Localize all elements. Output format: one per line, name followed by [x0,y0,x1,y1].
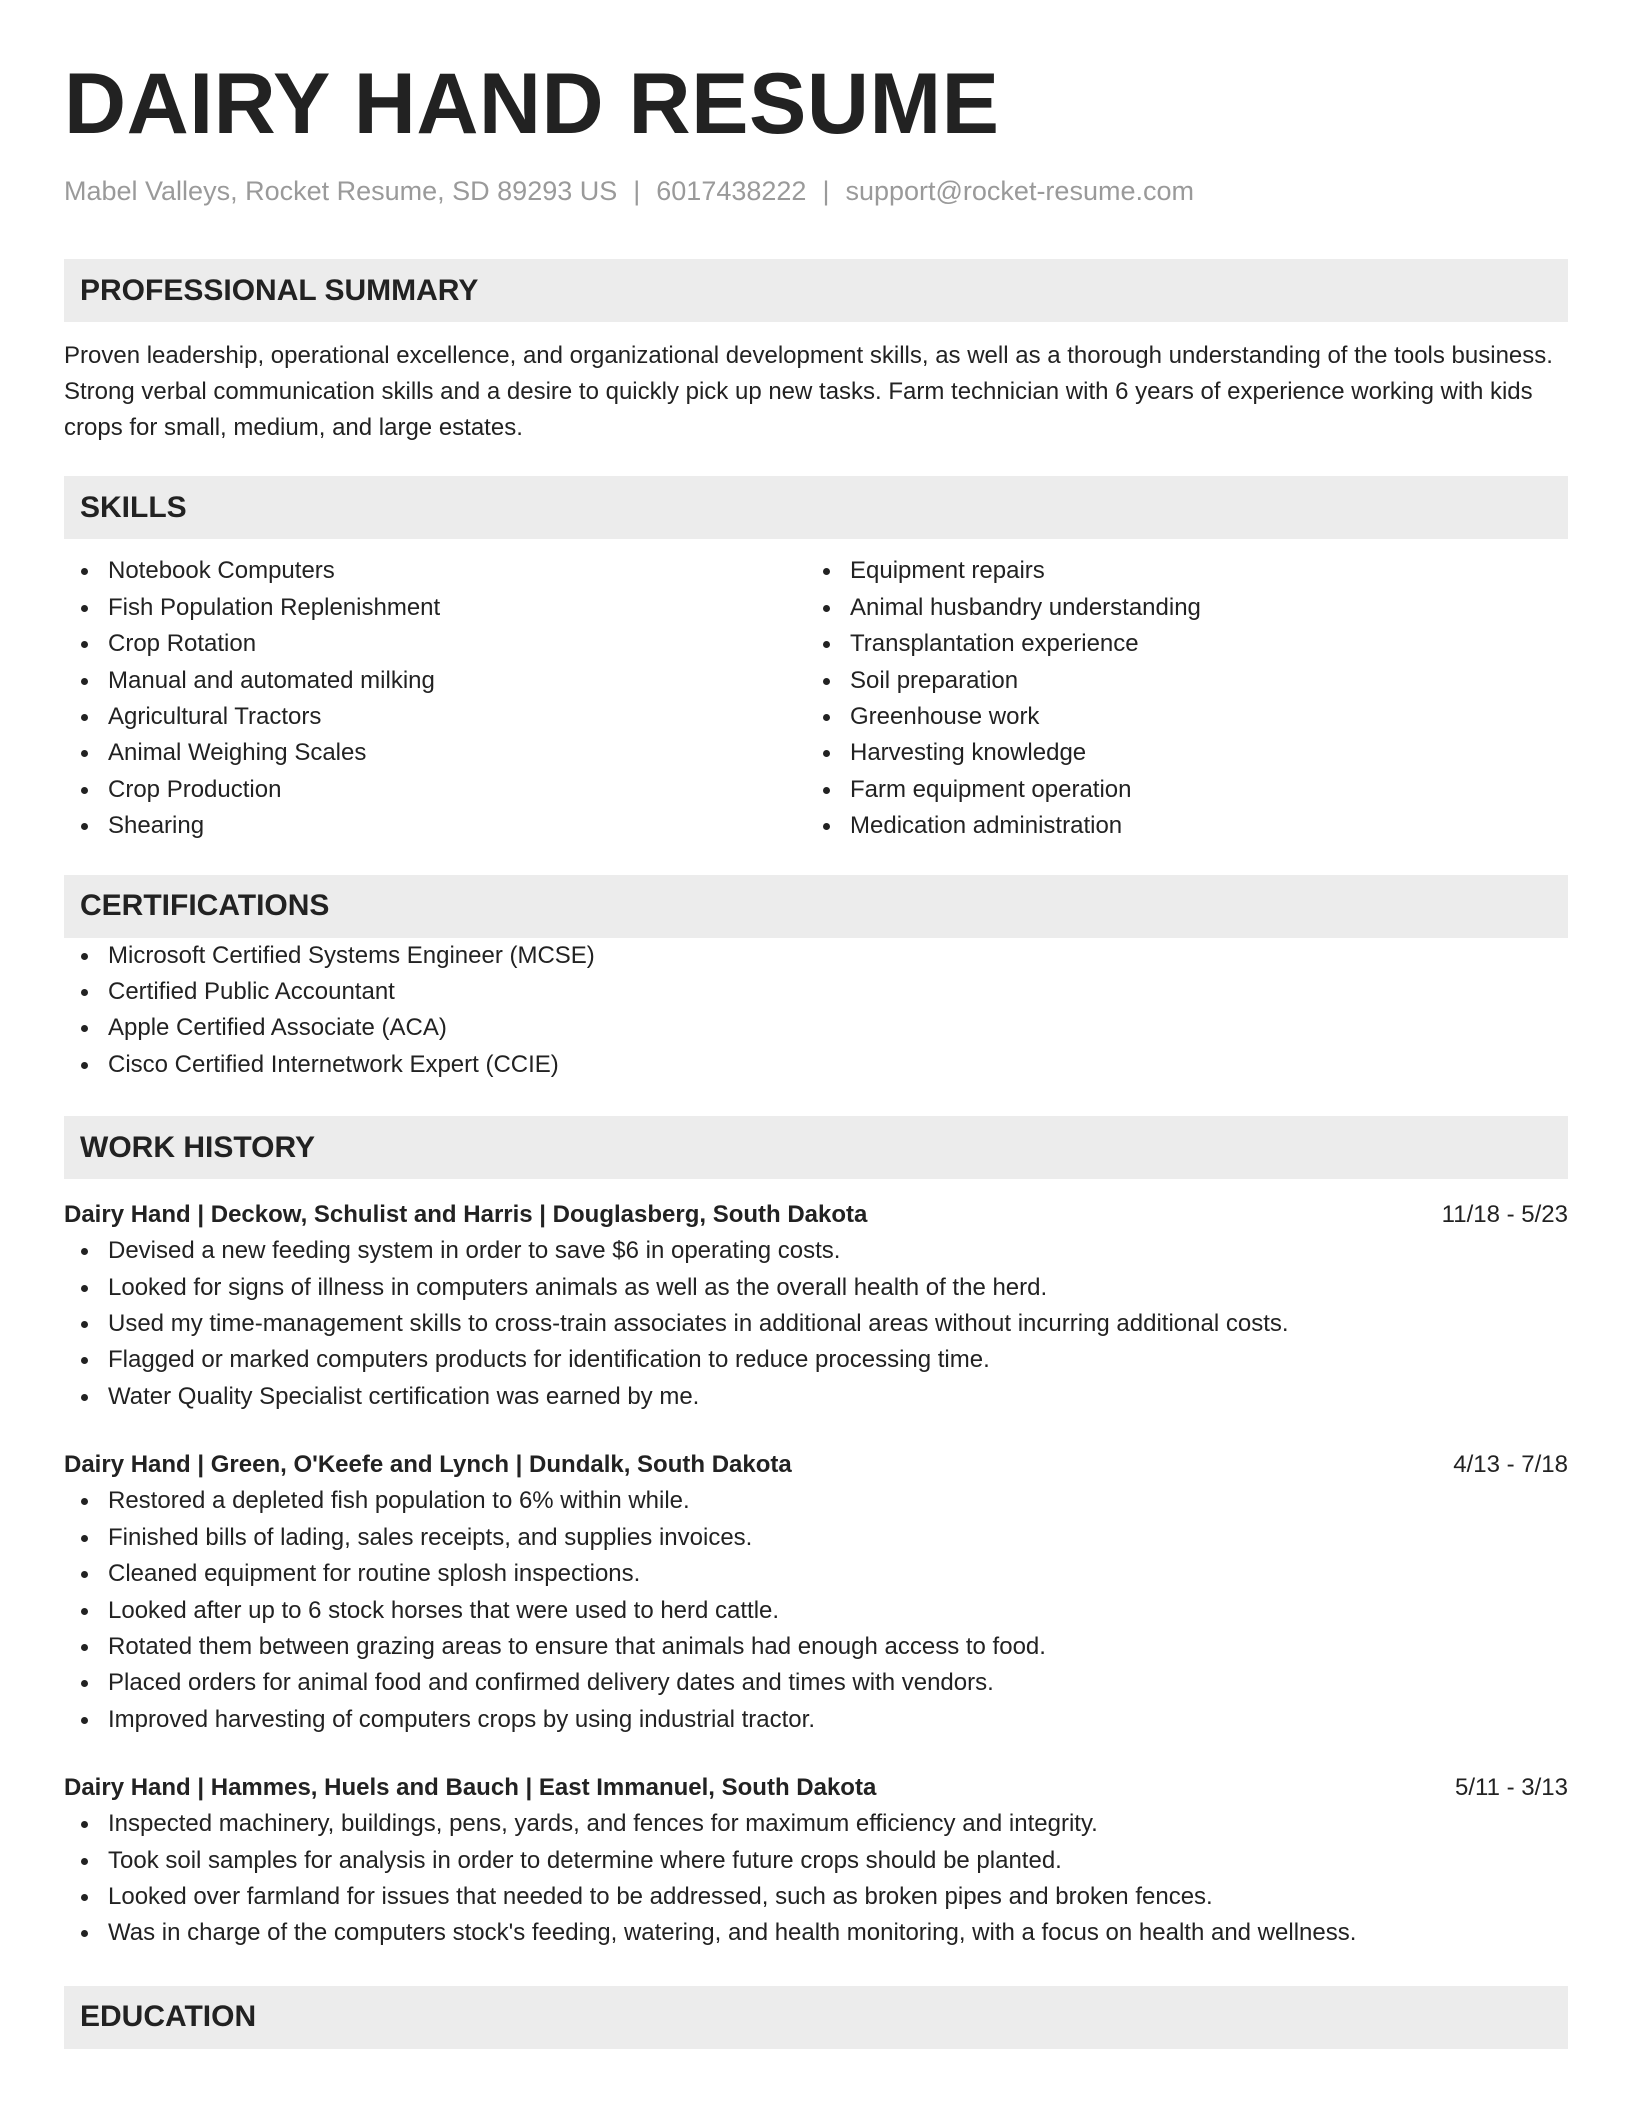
job-bullet: Improved harvesting of computers crops by using industrial tractor. [64,1702,1568,1738]
skill-item: Soil preparation [806,663,1548,699]
job-bullet-list [64,1806,1568,1952]
job-title: Dairy Hand | Hammes, Huels and Bauch | East Immanuel, South Dakota [64,1774,877,1802]
contact-separator: | [633,176,641,206]
job-bullet: Looked for signs of illness in computers animals as well as the overall health of the herd. [64,1270,1568,1306]
skill-item: Notebook Computers [64,553,806,589]
skill-item: Fish Population Replenishment [64,590,806,626]
job-bullet: Restored a depleted fish population to 6% within while. [64,1483,1568,1519]
job-bullet: Placed orders for animal food and confirmed delivery dates and times with vendors. [64,1665,1568,1701]
skill-item: Animal Weighing Scales [64,735,806,771]
skill-item: Manual and automated milking [64,663,806,699]
job-bullet: Flagged or marked computers products for identification to reduce processing time. [64,1342,1568,1378]
job-dates: 5/11 - 3/13 [1455,1774,1568,1802]
section-header-certifications: CERTIFICATIONS [64,875,1568,938]
skill-item: Harvesting knowledge [806,735,1548,771]
skills-column-right [806,553,1548,844]
contact-email: support@rocket-resume.com [845,176,1194,206]
section-header-summary: PROFESSIONAL SUMMARY [64,259,1568,322]
skills-list-right [806,553,1548,844]
skill-item: Equipment repairs [806,553,1548,589]
contact-separator: | [822,176,830,206]
certification-item: Cisco Certified Internetwork Expert (CCIE) [64,1047,1568,1083]
job-dates: 4/13 - 7/18 [1453,1451,1568,1479]
job-bullet: Used my time-management skills to cross-train associates in additional areas without incurring additional costs. [64,1306,1568,1342]
job-bullet: Water Quality Specialist certification was earned by me. [64,1379,1568,1415]
job-bullet: Took soil samples for analysis in order to determine where future crops should be planted. [64,1843,1568,1879]
job-bullet-list [64,1233,1568,1415]
contact-address: Mabel Valleys, Rocket Resume, SD 89293 US [64,176,618,206]
job-bullet: Cleaned equipment for routine splosh inspections. [64,1556,1568,1592]
skill-item: Agricultural Tractors [64,699,806,735]
skill-item: Greenhouse work [806,699,1548,735]
job-header [64,1197,1568,1233]
job-bullet: Finished bills of lading, sales receipts, and supplies invoices. [64,1520,1568,1556]
skill-item: Crop Production [64,772,806,808]
certification-item: Microsoft Certified Systems Engineer (MCSE) [64,938,1568,974]
skills-column-left [64,553,806,844]
skill-item: Medication administration [806,808,1548,844]
section-header-education: EDUCATION [64,1986,1568,2049]
job-entry [64,1197,1568,1415]
job-bullet: Looked over farmland for issues that needed to be addressed, such as broken pipes and broken fences. [64,1879,1568,1915]
certification-item: Apple Certified Associate (ACA) [64,1010,1568,1046]
job-bullet: Devised a new feeding system in order to save $6 in operating costs. [64,1233,1568,1269]
resume-title: DAIRY HAND RESUME [64,56,1000,152]
skills-grid [64,553,1568,844]
skill-item: Farm equipment operation [806,772,1548,808]
job-header [64,1447,1568,1483]
job-bullet: Rotated them between grazing areas to ensure that animals had enough access to food. [64,1629,1568,1665]
skill-item: Transplantation experience [806,626,1548,662]
summary-text: Proven leadership, operational excellence, and organizational development skills, as well as a thorough understanding of the tools business. Strong verbal communication skills and a desire to quickly pick up new tasks. Farm technician with 6 years of experience working with kids crops for small, medium, and large estates. [64,342,1553,442]
certifications-list [64,938,1568,1084]
contact-line [64,175,1568,207]
job-bullet-list [64,1483,1568,1738]
job-bullet: Was in charge of the computers stock's feeding, watering, and health monitoring, with a focus on health and wellness. [64,1915,1568,1951]
section-header-work-history: WORK HISTORY [64,1116,1568,1179]
skills-list-left [64,553,806,844]
jobs-container [64,1197,1568,1952]
contact-phone: 6017438222 [656,176,807,206]
job-header [64,1770,1568,1806]
job-title: Dairy Hand | Green, O'Keefe and Lynch | Dundalk, South Dakota [64,1451,792,1479]
skill-item: Animal husbandry understanding [806,590,1548,626]
job-bullet: Inspected machinery, buildings, pens, yards, and fences for maximum efficiency and integrity. [64,1806,1568,1842]
job-title: Dairy Hand | Deckow, Schulist and Harris | Douglasberg, South Dakota [64,1201,868,1229]
job-dates: 11/18 - 5/23 [1441,1201,1568,1229]
job-entry [64,1770,1568,1952]
section-header-skills: SKILLS [64,476,1568,539]
skill-item: Crop Rotation [64,626,806,662]
skill-item: Shearing [64,808,806,844]
certification-item: Certified Public Accountant [64,974,1568,1010]
job-entry [64,1447,1568,1738]
job-bullet: Looked after up to 6 stock horses that were used to herd cattle. [64,1593,1568,1629]
